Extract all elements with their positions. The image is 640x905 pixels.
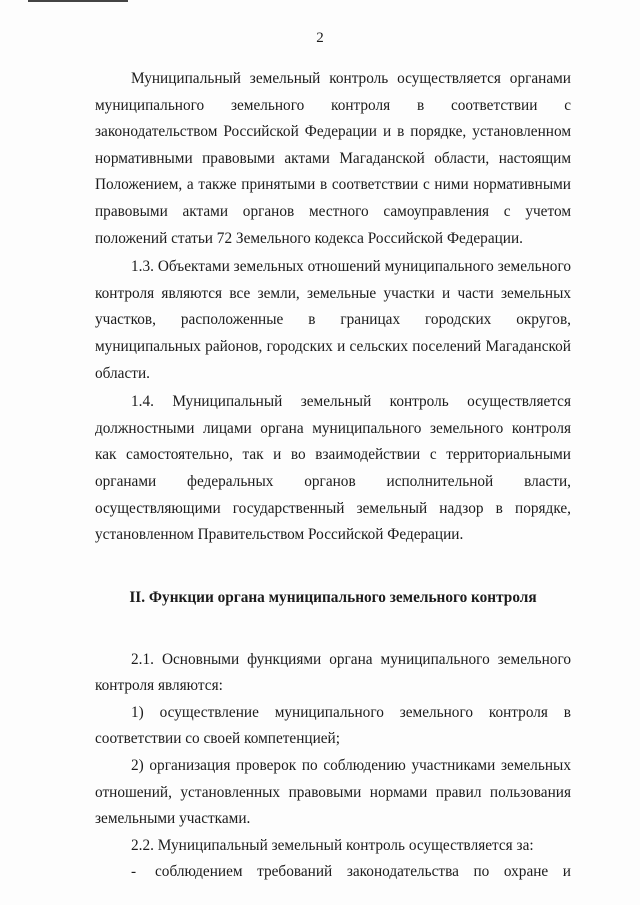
bullet-text: соблюдением требований законодательства по охране и [155, 863, 571, 881]
paragraph-2-1-item-2: 2) организация проверок по соблюдению участниками земельных отношений, установленных правовыми нормами правил пользования земельными участками. [95, 757, 571, 828]
dash-marker: - [131, 863, 137, 881]
paragraph-1-3: 1.3. Объектами земельных отношений муниципального земельного контроля являются все земли, земельные участки и части земельных участков, расположенные в границах городских округов, муниципальных районов, городских и сельских поселений Магаданской области. [95, 258, 571, 382]
page-number: 2 [316, 30, 324, 46]
paragraph-2-1: 2.1. Основными функциями органа муниципального земельного контроля являются: [95, 650, 571, 695]
section-heading: II. Функции органа муниципального земельного контроля [129, 588, 537, 606]
paragraph-2-2-bullet-1 [95, 859, 571, 886]
paragraph-2-2: 2.2. Муниципальный земельный контроль осуществляется за: [131, 836, 534, 854]
paragraph-2-1-item-1: 1) осуществление муниципального земельного контроля в соответствии со своей компетенцией; [95, 703, 571, 748]
paragraph-1-4: 1.4. Муниципальный земельный контроль осуществляется должностными лицами органа муниципального земельного контроля как самостоятельно, так и во взаимодействии с территориальными органами федеральных органов исполнительной власти, осуществляющими государственный земельный надзор в порядке, установленном Правительством Российской Федерации. [95, 393, 571, 544]
document-body [95, 66, 571, 886]
scan-edge-mark [28, 0, 128, 2]
paragraph-intro: Муниципальный земельный контроль осуществляется органами муниципального земельного контроля в соответствии с законодательством Российской Федерации и в порядке, установленном нормативными правовыми актами Магаданской области, настоящим Положением, а также принятыми в соответствии с ними нормативными правовыми актами органов местного самоуправления с учетом положений статьи 72 Земельного кодекса Российской Федерации. [95, 70, 571, 247]
